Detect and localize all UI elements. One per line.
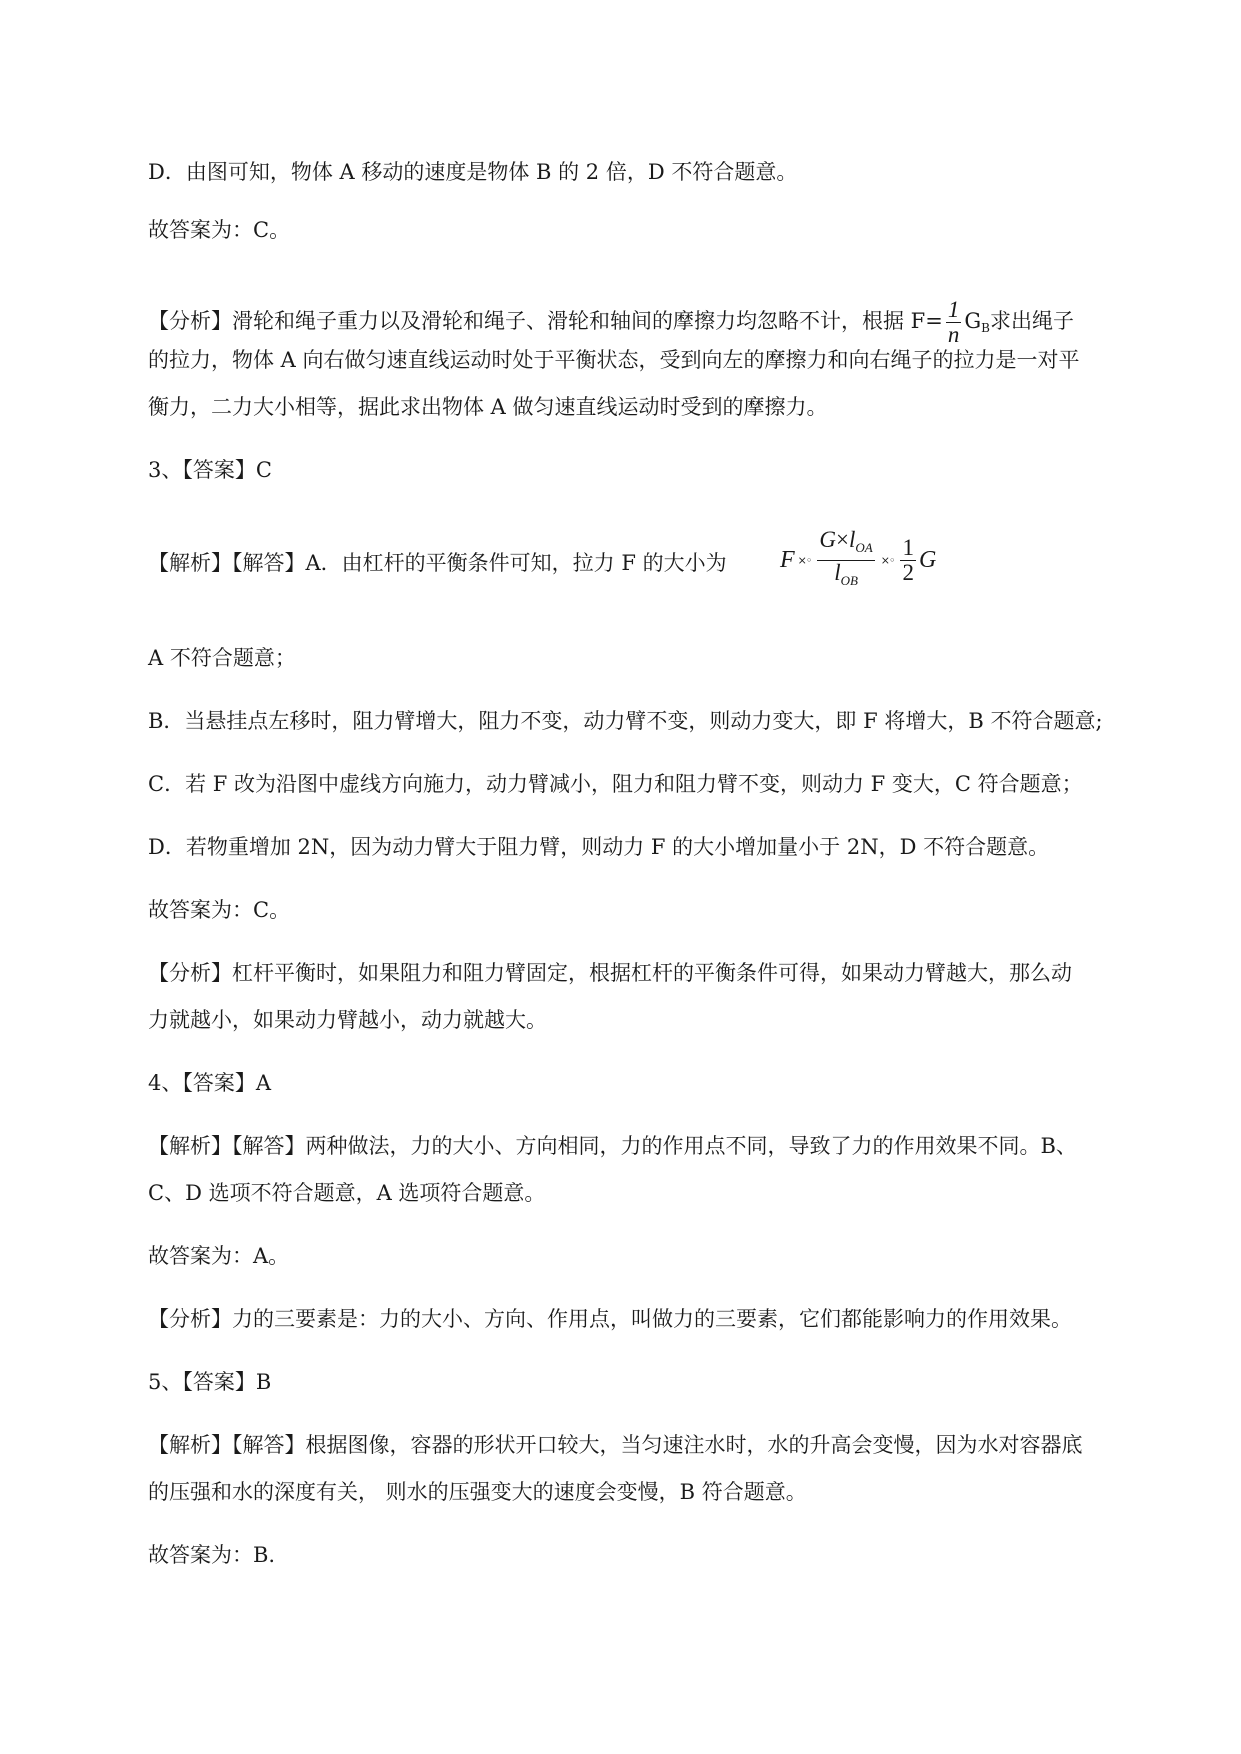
analysis-line (148, 298, 1074, 347)
times-symbol: × (836, 527, 849, 552)
gravity-subscript: B (981, 321, 990, 335)
formula-symbol-glitch: ×◦ (880, 554, 895, 567)
formula-g: G (918, 547, 937, 573)
text-line: 【分析】杠杆平衡时，如果阻力和阻力臂固定，根据杠杆的平衡条件可得，如果动力臂越大，那么动 (148, 961, 1072, 985)
text-line: 故答案为：C。 (148, 898, 291, 922)
answer-heading: 4、【答案】A (148, 1071, 272, 1095)
fraction-denominator: n (947, 322, 960, 347)
text-line: 的拉力，物体 A 向右做匀速直线运动时处于平衡状态，受到向左的摩擦力和向右绳子的拉力是一对平 (148, 348, 1080, 372)
subscript-ob: OB (840, 573, 858, 588)
text-line: D．由图可知，物体 A 移动的速度是物体 B 的 2 倍，D 不符合题意。 (148, 160, 798, 184)
analysis-text: 【分析】滑轮和绳子重力以及滑轮和绳子、滑轮和轴间的摩擦力均忽略不计，根据 F= (148, 309, 943, 333)
text-line: 【解析】【解答】根据图像，容器的形状开口较大，当匀速注水时，水的升高会变慢，因为水对容器底 (148, 1433, 1083, 1457)
text-line: C、D 选项不符合题意，A 选项符合题意。 (148, 1181, 546, 1205)
formula-symbol-glitch: ×◦ (797, 554, 812, 567)
text-line: 故答案为：C。 (148, 218, 291, 242)
fraction-numerator: 1 (902, 535, 914, 560)
text-line: 力就越小，如果动力臂越小，动力就越大。 (148, 1008, 547, 1032)
text-line: 故答案为：B. (148, 1543, 276, 1567)
lever-formula (780, 528, 936, 598)
formula-g: G (819, 527, 837, 552)
fraction-g-loa-over-lob (817, 528, 874, 593)
text-line: 【解析】【解答】两种做法，力的大小、方向相同，力的作用点不同，导致了力的作用效果不同。B、 (148, 1134, 1077, 1158)
formula-f: F (780, 547, 795, 573)
formula-l: l (834, 560, 841, 585)
text-line: B．当悬挂点左移时，阻力臂增大，阻力不变，动力臂不变，则动力变大，即 F 将增大，B 不符合题意; (148, 709, 1103, 733)
analysis-text-tail: 求出绳子 (989, 309, 1074, 333)
text-line: 的压强和水的深度有关， 则水的压强变大的速度会变慢，B 符合题意。 (148, 1480, 807, 1504)
formula-l: l (849, 527, 856, 552)
fraction-denominator: 2 (902, 560, 914, 585)
text-line: 【分析】力的三要素是：力的大小、方向、作用点，叫做力的三要素，它们都能影响力的作用效果。 (148, 1307, 1072, 1331)
subscript-oa: OA (855, 540, 873, 555)
answer-heading: 3、【答案】C (148, 458, 272, 482)
text-line: 衡力，二力大小相等，据此求出物体 A 做匀速直线运动时受到的摩擦力。 (148, 395, 828, 419)
gravity-symbol: G (964, 309, 982, 333)
fraction-one-half (900, 536, 916, 585)
text-line: 故答案为：A。 (148, 1244, 290, 1268)
text-line: A 不符合题意； (148, 646, 296, 670)
answer-heading: 5、【答案】B (148, 1370, 272, 1394)
fraction-numerator: 1 (947, 297, 960, 322)
fraction-1-over-n (946, 298, 962, 347)
formula-line-text: 【解析】【解答】A．由杠杆的平衡条件可知，拉力 F 的大小为 (148, 551, 727, 575)
text-line: C．若 F 改为沿图中虚线方向施力，动力臂减小，阻力和阻力臂不变，则动力 F 变大，C 符合题意； (148, 772, 1083, 796)
text-line: D．若物重增加 2N，因为动力臂大于阻力臂，则动力 F 的大小增加量小于 2N，D 不符合题意。 (148, 835, 1050, 859)
